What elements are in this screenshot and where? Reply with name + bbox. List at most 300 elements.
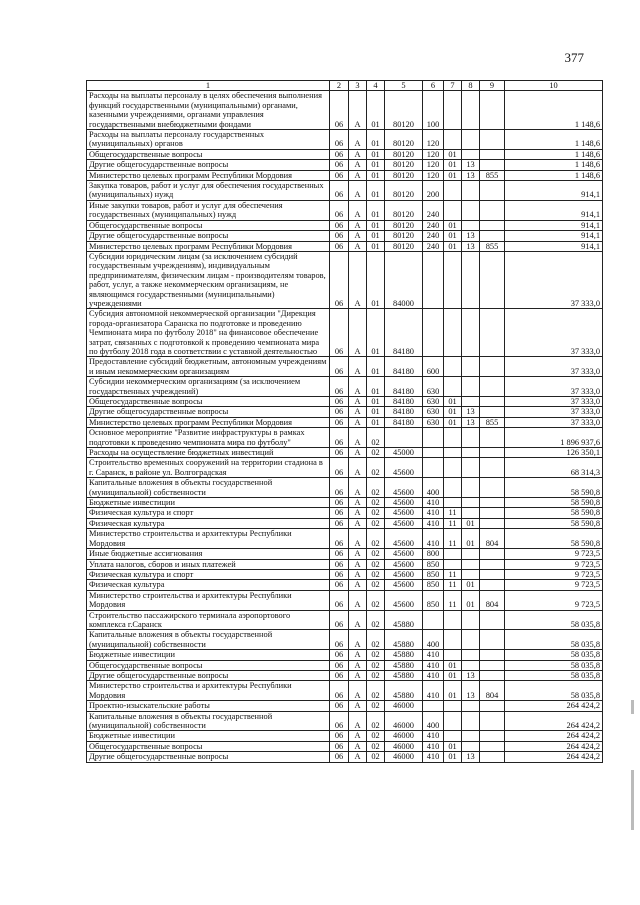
cell-code-4: 01 [367,251,385,308]
cell-target-article: 45600 [385,508,423,518]
cell-section [444,428,462,448]
cell-subsection [462,397,480,407]
cell-expense-type [423,458,444,478]
cell-section [444,200,462,220]
cell-subsection [462,309,480,357]
cell-code-4: 01 [367,170,385,180]
cell-subsection [462,428,480,448]
cell-ministry-code [480,149,505,159]
cell-ministry-code [480,752,505,762]
cell-target-article: 80120 [385,200,423,220]
cell-target-article: 45600 [385,458,423,478]
cell-code-2: 06 [330,559,349,569]
cell-code-3: А [349,407,367,417]
cell-section [444,498,462,508]
cell-expense-type: 630 [423,377,444,397]
cell-target-article: 45600 [385,590,423,610]
cell-subsection [462,458,480,478]
cell-item-name: Бюджетные инвестиции [87,650,330,660]
cell-code-2: 06 [330,448,349,458]
cell-expense-type [423,309,444,357]
cell-section [444,91,462,130]
cell-code-3: А [349,508,367,518]
cell-code-3: А [349,220,367,230]
cell-ministry-code [480,670,505,680]
cell-amount: 58 035,8 [505,670,603,680]
cell-item-name: Физическая культура и спорт [87,569,330,579]
cell-target-article: 84180 [385,309,423,357]
cell-code-3: А [349,231,367,241]
cell-ministry-code [480,448,505,458]
cell-ministry-code [480,220,505,230]
cell-amount: 68 314,3 [505,458,603,478]
cell-ministry-code [480,660,505,670]
cell-subsection: 13 [462,681,480,701]
cell-code-3: А [349,518,367,528]
table-row [87,498,603,508]
table-row [87,397,603,407]
cell-code-4: 01 [367,241,385,251]
cell-target-article: 45600 [385,580,423,590]
cell-section [444,448,462,458]
cell-code-2: 06 [330,357,349,377]
column-header-2: 2 [330,81,349,91]
cell-expense-type [423,610,444,630]
cell-code-4: 02 [367,458,385,478]
cell-section: 01 [444,681,462,701]
cell-amount: 37 333,0 [505,407,603,417]
cell-ministry-code [480,357,505,377]
cell-target-article: 46000 [385,731,423,741]
cell-amount: 58 590,8 [505,518,603,528]
cell-ministry-code [480,741,505,751]
cell-code-4: 01 [367,417,385,427]
cell-expense-type: 800 [423,549,444,559]
cell-amount: 58 035,8 [505,610,603,630]
cell-expense-type: 120 [423,170,444,180]
cell-target-article: 45880 [385,670,423,680]
cell-item-name: Министерство целевых программ Республики Мордовия [87,417,330,427]
cell-code-2: 06 [330,741,349,751]
table-row [87,458,603,478]
cell-ministry-code [480,650,505,660]
cell-subsection [462,498,480,508]
cell-item-name: Закупка товаров, работ и услуг для обеспечения государственных (муниципальных) нужд [87,181,330,201]
cell-amount: 58 590,8 [505,478,603,498]
cell-item-name: Субсидия автономной некоммерческой организации "Дирекция города-организатора Саранска по подготовке и проведению Чемпионата мира по футболу 2018" на финансовое обеспечение затрат, связанных с подготовкой к проведению чемпионата мира по футболу 2018 года в соответствии с уставной деятельностью [87,309,330,357]
cell-target-article: 46000 [385,711,423,731]
cell-code-3: А [349,731,367,741]
cell-ministry-code [480,130,505,150]
cell-code-2: 06 [330,417,349,427]
cell-amount: 914,1 [505,181,603,201]
cell-section: 11 [444,590,462,610]
cell-target-article: 46000 [385,741,423,751]
cell-amount: 58 590,8 [505,508,603,518]
cell-code-3: А [349,251,367,308]
cell-section: 11 [444,580,462,590]
cell-ministry-code [480,508,505,518]
cell-target-article: 84180 [385,407,423,417]
cell-code-2: 06 [330,610,349,630]
cell-expense-type: 410 [423,681,444,701]
cell-amount: 37 333,0 [505,377,603,397]
cell-target-article: 80120 [385,241,423,251]
cell-expense-type: 410 [423,508,444,518]
cell-section: 01 [444,752,462,762]
cell-amount: 264 424,2 [505,741,603,751]
cell-code-3: А [349,580,367,590]
table-header-row [87,81,603,91]
column-header-3: 3 [349,81,367,91]
cell-code-2: 06 [330,181,349,201]
cell-target-article: 45600 [385,569,423,579]
cell-item-name: Другие общегосударственные вопросы [87,752,330,762]
cell-expense-type: 410 [423,741,444,751]
cell-code-4: 02 [367,630,385,650]
cell-section: 01 [444,397,462,407]
cell-ministry-code [480,91,505,130]
cell-expense-type [423,701,444,711]
cell-target-article: 80120 [385,181,423,201]
cell-code-4: 02 [367,670,385,680]
cell-code-2: 06 [330,160,349,170]
table-row [87,251,603,308]
cell-target-article: 45600 [385,559,423,569]
cell-code-3: А [349,711,367,731]
cell-ministry-code [480,407,505,417]
cell-item-name: Расходы на осуществление бюджетных инвестиций [87,448,330,458]
cell-section: 11 [444,569,462,579]
table-row [87,590,603,610]
cell-section [444,630,462,650]
table-row [87,650,603,660]
cell-target-article: 45600 [385,529,423,549]
cell-section: 11 [444,508,462,518]
cell-code-4: 01 [367,377,385,397]
cell-expense-type [423,428,444,448]
cell-item-name: Предоставление субсидий бюджетным, автономным учреждениям и иным некоммерческим организациям [87,357,330,377]
cell-expense-type: 410 [423,670,444,680]
cell-amount: 914,1 [505,231,603,241]
cell-code-2: 06 [330,498,349,508]
cell-subsection: 01 [462,518,480,528]
table-row [87,160,603,170]
cell-section [444,711,462,731]
cell-amount: 58 035,8 [505,630,603,650]
cell-item-name: Капитальные вложения в объекты государственной (муниципальной) собственности [87,711,330,731]
cell-item-name: Общегосударственные вопросы [87,397,330,407]
cell-subsection [462,711,480,731]
cell-subsection [462,630,480,650]
cell-amount: 58 035,8 [505,681,603,701]
cell-section [444,701,462,711]
cell-code-4: 01 [367,91,385,130]
cell-subsection: 13 [462,231,480,241]
table-row [87,149,603,159]
cell-section: 01 [444,231,462,241]
cell-code-4: 02 [367,711,385,731]
table-row [87,711,603,731]
cell-code-4: 02 [367,498,385,508]
cell-expense-type: 200 [423,181,444,201]
cell-target-article: 80120 [385,130,423,150]
cell-subsection: 13 [462,752,480,762]
cell-section [444,309,462,357]
cell-code-2: 06 [330,91,349,130]
table-row [87,518,603,528]
cell-code-2: 06 [330,241,349,251]
table-row [87,630,603,650]
cell-code-3: А [349,149,367,159]
cell-code-4: 01 [367,130,385,150]
cell-subsection [462,130,480,150]
table-row [87,91,603,130]
table-row [87,241,603,251]
cell-amount: 37 333,0 [505,397,603,407]
cell-code-2: 06 [330,508,349,518]
cell-amount: 1 148,6 [505,170,603,180]
cell-code-4: 02 [367,660,385,670]
cell-expense-type: 240 [423,220,444,230]
column-header-1: 1 [87,81,330,91]
cell-code-2: 06 [330,752,349,762]
cell-expense-type: 850 [423,569,444,579]
cell-code-3: А [349,458,367,478]
cell-ministry-code [480,428,505,448]
cell-subsection [462,741,480,751]
cell-expense-type: 850 [423,559,444,569]
table-row [87,681,603,701]
cell-code-3: А [349,610,367,630]
cell-subsection [462,478,480,498]
cell-expense-type [423,448,444,458]
cell-code-2: 06 [330,377,349,397]
cell-code-4: 01 [367,231,385,241]
cell-code-4: 01 [367,220,385,230]
cell-code-4: 02 [367,448,385,458]
table-row [87,741,603,751]
cell-item-name: Другие общегосударственные вопросы [87,231,330,241]
cell-expense-type [423,251,444,308]
cell-section: 01 [444,407,462,417]
cell-code-2: 06 [330,580,349,590]
table-row [87,407,603,417]
cell-target-article: 84180 [385,417,423,427]
cell-item-name: Бюджетные инвестиции [87,498,330,508]
cell-amount: 914,1 [505,241,603,251]
cell-ministry-code [480,549,505,559]
cell-target-article: 45000 [385,448,423,458]
table-row [87,181,603,201]
cell-item-name: Другие общегосударственные вопросы [87,160,330,170]
cell-item-name: Проектно-изыскательские работы [87,701,330,711]
cell-expense-type: 400 [423,630,444,650]
cell-target-article: 80120 [385,91,423,130]
cell-expense-type: 850 [423,580,444,590]
cell-subsection [462,149,480,159]
cell-ministry-code [480,231,505,241]
cell-ministry-code [480,251,505,308]
cell-amount: 9 723,5 [505,580,603,590]
cell-subsection [462,448,480,458]
cell-code-3: А [349,650,367,660]
cell-ministry-code: 855 [480,170,505,180]
cell-code-3: А [349,397,367,407]
cell-item-name: Общегосударственные вопросы [87,149,330,159]
cell-amount: 1 148,6 [505,91,603,130]
cell-expense-type: 630 [423,397,444,407]
cell-section [444,377,462,397]
cell-ministry-code [480,518,505,528]
cell-ministry-code [480,711,505,731]
cell-code-4: 02 [367,650,385,660]
table-row [87,549,603,559]
cell-item-name: Расходы на выплаты персоналу в целях обеспечения выполнения функций государственными (муниципальными) органами, казенными учреждениями, органами управления государственными внебюджетными фондами [87,91,330,130]
cell-section: 01 [444,149,462,159]
cell-code-3: А [349,752,367,762]
table-row [87,170,603,180]
cell-ministry-code [480,559,505,569]
table-row [87,309,603,357]
cell-section: 01 [444,160,462,170]
cell-code-4: 02 [367,529,385,549]
cell-amount: 9 723,5 [505,569,603,579]
cell-ministry-code [480,580,505,590]
cell-item-name: Другие общегосударственные вопросы [87,407,330,417]
cell-item-name: Физическая культура и спорт [87,508,330,518]
cell-ministry-code [480,610,505,630]
cell-expense-type: 400 [423,711,444,731]
cell-expense-type: 240 [423,231,444,241]
cell-code-4: 01 [367,309,385,357]
cell-code-4: 02 [367,752,385,762]
cell-ministry-code [480,160,505,170]
cell-amount: 1 148,6 [505,160,603,170]
cell-code-3: А [349,241,367,251]
table-row [87,428,603,448]
cell-code-3: А [349,701,367,711]
cell-item-name: Уплата налогов, сборов и иных платежей [87,559,330,569]
cell-expense-type: 850 [423,590,444,610]
cell-amount: 37 333,0 [505,309,603,357]
cell-code-2: 06 [330,149,349,159]
cell-code-2: 06 [330,200,349,220]
cell-item-name: Строительство временных сооружений на территории стадиона в г. Саранск, в районе ул. Волгоградская [87,458,330,478]
cell-code-3: А [349,681,367,701]
cell-amount: 58 035,8 [505,660,603,670]
cell-section [444,251,462,308]
cell-target-article: 80120 [385,149,423,159]
cell-expense-type: 120 [423,160,444,170]
cell-item-name: Расходы на выплаты персоналу государственных (муниципальных) органов [87,130,330,150]
cell-subsection: 13 [462,670,480,680]
cell-subsection: 13 [462,417,480,427]
cell-ministry-code: 855 [480,417,505,427]
cell-target-article: 80120 [385,160,423,170]
cell-code-3: А [349,200,367,220]
cell-code-4: 02 [367,478,385,498]
cell-subsection [462,251,480,308]
cell-amount: 264 424,2 [505,711,603,731]
table-row [87,231,603,241]
column-header-6: 6 [423,81,444,91]
table-row [87,448,603,458]
cell-subsection [462,650,480,660]
cell-amount: 37 333,0 [505,417,603,427]
cell-code-4: 02 [367,569,385,579]
cell-code-2: 06 [330,251,349,308]
cell-item-name: Министерство целевых программ Республики Мордовия [87,241,330,251]
cell-code-2: 06 [330,731,349,741]
cell-section [444,549,462,559]
cell-item-name: Физическая культура [87,518,330,528]
cell-code-3: А [349,130,367,150]
cell-subsection: 13 [462,170,480,180]
cell-expense-type: 120 [423,130,444,150]
cell-expense-type: 240 [423,241,444,251]
cell-code-2: 06 [330,630,349,650]
cell-subsection [462,220,480,230]
cell-code-2: 06 [330,549,349,559]
cell-ministry-code [480,200,505,220]
cell-target-article: 45600 [385,549,423,559]
cell-ministry-code [480,181,505,201]
cell-amount: 1 148,6 [505,130,603,150]
cell-amount: 1 896 937,6 [505,428,603,448]
cell-item-name: Субсидии юридическим лицам (за исключением субсидий государственным учреждениям), индивидуальным предпринимателям, физическим лицам - производителям товаров, работ, услуг, а также некоммерческим организациям, не являющимся государственными (муниципальными) учреждениями [87,251,330,308]
cell-code-2: 06 [330,130,349,150]
table-row [87,508,603,518]
cell-section: 01 [444,220,462,230]
cell-item-name: Министерство строительства и архитектуры Республики Мордовия [87,681,330,701]
cell-item-name: Субсидии некоммерческим организациям (за исключением государственных учреждений) [87,377,330,397]
cell-code-4: 02 [367,508,385,518]
cell-subsection [462,701,480,711]
table-row [87,478,603,498]
cell-code-4: 02 [367,559,385,569]
column-header-7: 7 [444,81,462,91]
cell-code-4: 02 [367,580,385,590]
cell-subsection [462,549,480,559]
cell-code-4: 01 [367,407,385,417]
cell-target-article: 45880 [385,610,423,630]
cell-target-article: 80120 [385,220,423,230]
cell-target-article: 45600 [385,518,423,528]
cell-subsection [462,508,480,518]
cell-amount: 9 723,5 [505,590,603,610]
cell-subsection [462,660,480,670]
cell-expense-type: 410 [423,752,444,762]
cell-code-3: А [349,549,367,559]
cell-code-2: 06 [330,170,349,180]
cell-code-3: А [349,170,367,180]
cell-amount: 914,1 [505,200,603,220]
cell-amount: 37 333,0 [505,357,603,377]
cell-subsection: 01 [462,580,480,590]
budget-table [86,80,603,763]
cell-expense-type: 410 [423,529,444,549]
cell-item-name: Строительство пассажирского терминала аэропортового комплекса г.Саранск [87,610,330,630]
cell-target-article: 84000 [385,251,423,308]
cell-item-name: Иные закупки товаров, работ и услуг для обеспечения государственных (муниципальных) нужд [87,200,330,220]
cell-subsection: 01 [462,590,480,610]
cell-expense-type: 410 [423,498,444,508]
cell-code-4: 01 [367,181,385,201]
cell-code-2: 06 [330,660,349,670]
cell-code-3: А [349,309,367,357]
cell-target-article: 46000 [385,701,423,711]
